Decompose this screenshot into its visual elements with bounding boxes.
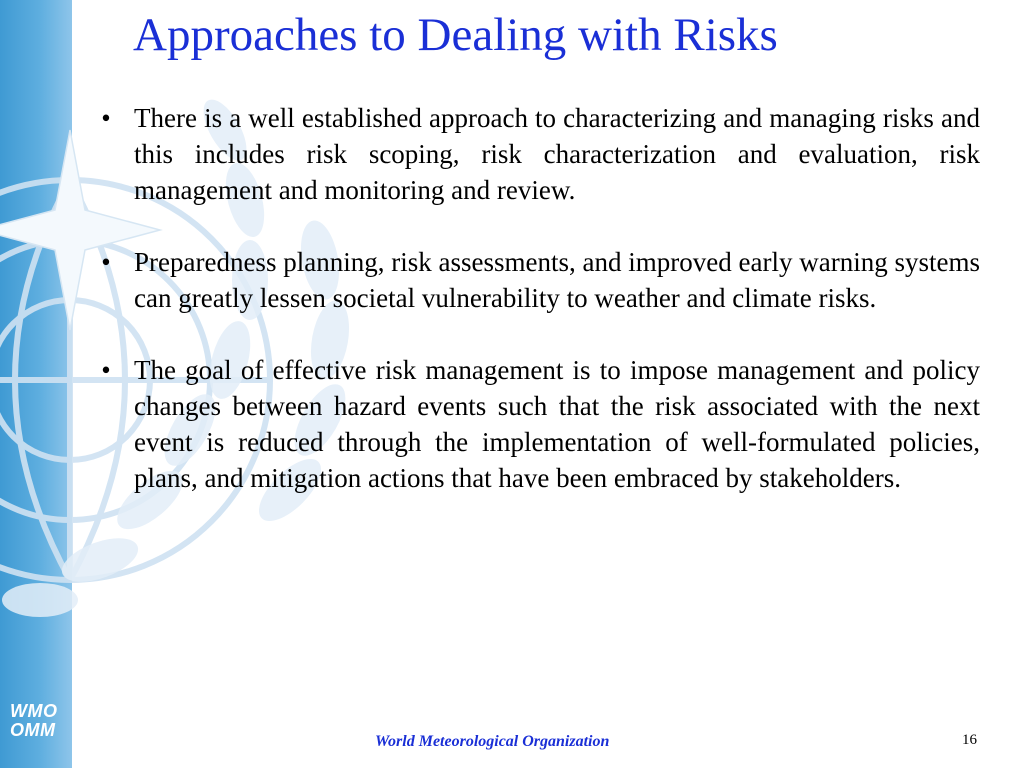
bullet-list [96, 100, 980, 532]
bullet-text: The goal of effective risk management is to impose management and policy changes between hazard events such that the risk associated with the next event is reduced through the implementation of well-formulated policies, plans, and mitigation actions that have been embraced by stakeholders. [134, 355, 980, 493]
bullet-item [96, 244, 980, 316]
bullet-marker: • [101, 247, 111, 277]
page-number: 16 [962, 732, 977, 748]
wmo-logo [10, 702, 57, 740]
bullet-item [96, 100, 980, 208]
footer-organization: World Meteorological Organization [375, 733, 610, 750]
bullet-text: Preparedness planning, risk assessments, and improved early warning systems can greatly lessen societal vulnerability to weather and climate risks. [134, 247, 980, 313]
bullet-item [96, 352, 980, 496]
wmo-logo-line1: WMO [10, 701, 58, 721]
bullet-marker: • [101, 355, 111, 385]
wmo-logo-line2: OMM [10, 720, 56, 740]
bullet-text: There is a well established approach to characterizing and managing risks and this includes risk scoping, risk characterization and evaluation, risk management and monitoring and review. [134, 103, 980, 205]
bullet-marker: • [101, 103, 111, 133]
slide-title: Approaches to Dealing with Risks [133, 9, 778, 61]
